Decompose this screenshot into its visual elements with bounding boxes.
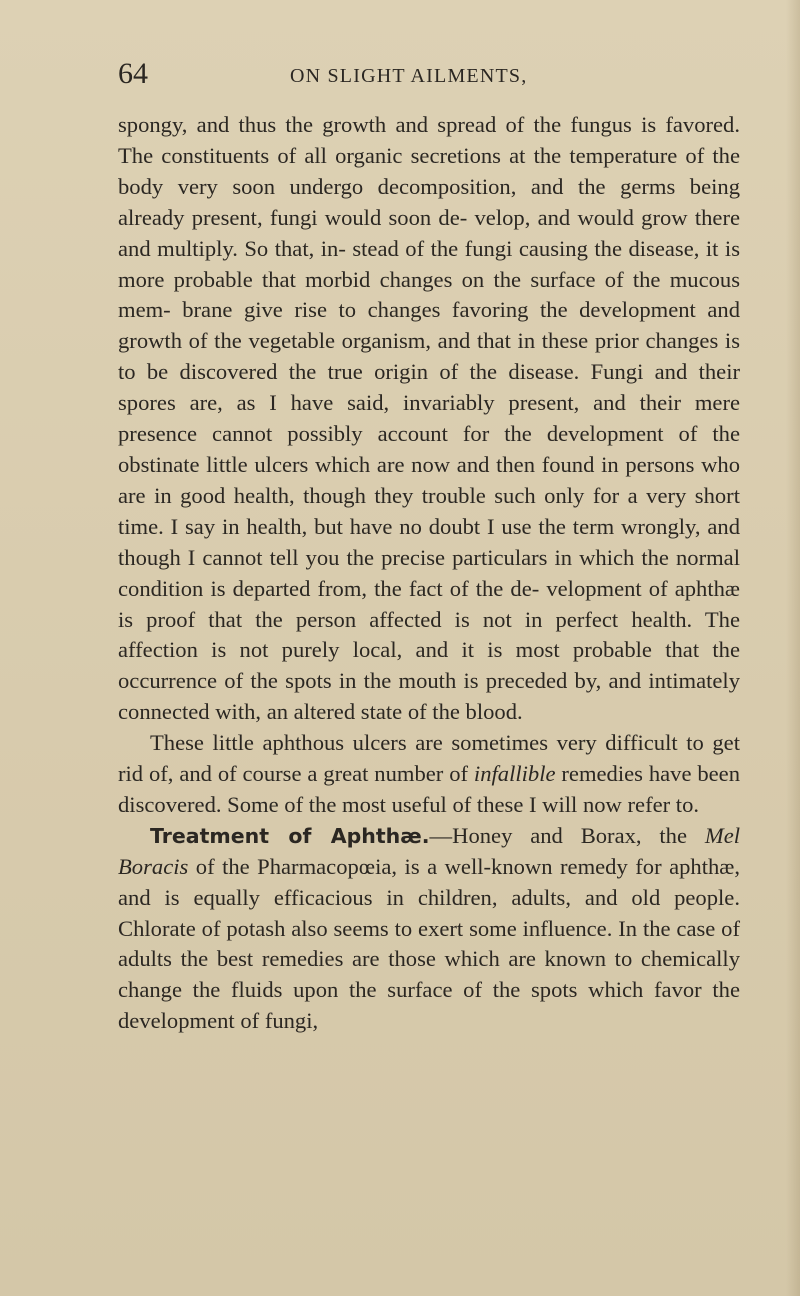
mel-boracis-italic: Mel Boracis (118, 822, 741, 879)
treatment-heading: Treatment of Aphthæ. (150, 823, 430, 848)
paragraph-3-text-a: —Honey and Borax, the (429, 822, 705, 848)
paragraph-3 (118, 821, 740, 1037)
paragraph-1: spongy, and thus the growth and spread of the fungus is favored. The constituents of all organic secretions at the temperature of the body very soon undergo decomposition, and the germs being already present, fungi would soon de- velop, and would grow there and multiply. So that, in- stead of the fungi causing the disease, it is more probable that morbid changes on the surface of the mucous mem- brane give rise to changes favoring the development and growth of the vegetable organism, and that in these prior changes is to be discovered the true origin of the disease. Fungi and their spores are, as I have said, invariably present, and their mere presence cannot possibly account for the development of the obstinate little ulcers which are now and then found in persons who are in good health, though they trouble such only for a very short time. I say in health, but have no doubt I use the term wrongly, and though I cannot tell you the precise particulars in which the normal condition is departed from, the fact of the de- velopment of aphthæ is proof that the person affected is not in perfect health. The affection is not purely local, and it is most probable that the occurrence of the spots in the mouth is preceded by, and intimately connected with, an altered state of the blood. (118, 112, 740, 725)
running-title: ON SLIGHT AILMENTS, (290, 65, 528, 87)
page-edge-shadow (786, 0, 800, 1296)
paragraph-2 (118, 728, 740, 821)
page-number: 64 (118, 57, 148, 90)
infallible-italic: infallible (473, 761, 556, 787)
body-text (118, 110, 740, 1037)
paragraph-2-text-a: These little aphthous ulcers are sometimes very difficult to get rid of, and of course a great number of (118, 730, 740, 787)
paragraph-2-text-b: remedies have been discovered. Some of the most useful of these I will now refer to. (118, 761, 741, 817)
page-header (118, 56, 740, 96)
paragraph-3-text-b: of the Pharmacopœia, is a well-known remedy for aphthæ, and is equally efficacious in children, adults, and old people. Chlorate of potash also seems to exert some influence. In the case of adults the best remedies are those which are known to chemically change the fluids upon the surface of the spots which favor the development of fungi, (118, 853, 740, 1034)
